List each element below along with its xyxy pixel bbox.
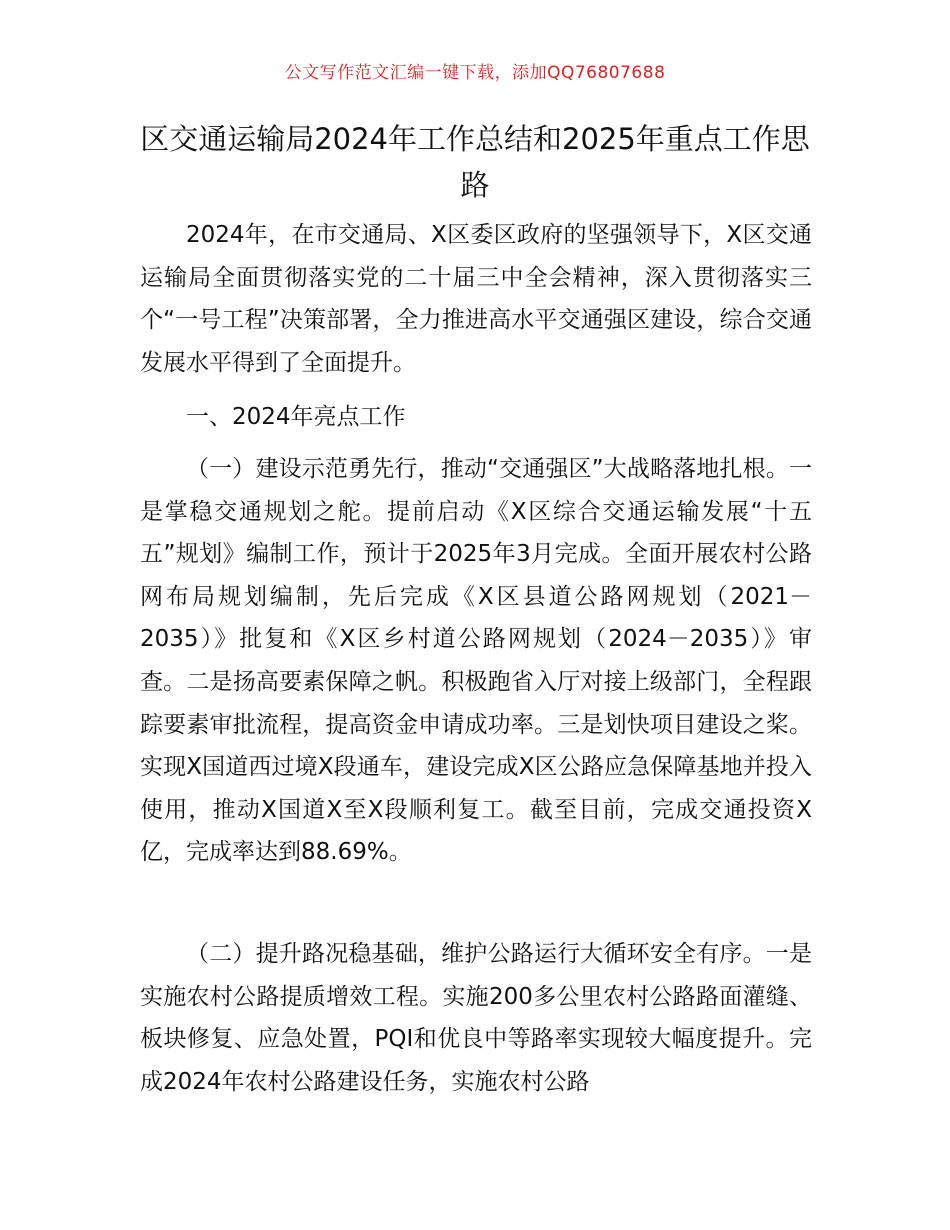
download-notice-link[interactable]: 公文写作范文汇编一键下载，添加QQ76807688 [284,63,666,83]
section-one-heading: 一、2024年亮点工作 [186,404,406,430]
item-two-paragraph: （二）提升路况稳基础，维护公路运行大循环安全有序。一是实施农村公路提质增效工程。实施200多公里农村公路路面灌缝、板块修复、应急处置，PQI和优良中等路率实现较大幅度提升。完成2024年农村公路建设任务，实施农村公路 [140,941,812,1095]
intro-paragraph: 2024年，在市交通局、X区委区政府的坚强领导下，X区交通运输局全面贯彻落实党的二十届三中全会精神，深入贯彻落实三个“一号工程”决策部署，全力推进高水平交通强区建设，综合交通发展水平得到了全面提升。 [140,222,812,376]
item-one-paragraph: （一）建设示范勇先行，推动“交通强区”大战略落地扎根。一是掌稳交通规划之舵。提前启动《X区综合交通运输发展“十五五”规划》编制工作，预计于2025年3月完成。全面开展农村公路网布局规划编制，先后完成《X区县道公路网规划（2021－2035）》批复和《X区乡村道公路网规划（2024－2035）》审查。二是扬高要素保障之帆。积极跑省入厅对接上级部门，全程跟踪要素审批流程，提高资金申请成功率。三是划快项目建设之桨。实现X国道西过境X段通车，建设完成X区公路应急保障基地并投入使用，推动X国道X至X段顺利复工。截至目前，完成交通投资X亿，完成率达到88.69%。 [140,456,812,866]
document-title: 区交通运输局2024年工作总结和2025年重点工作思路 [140,122,810,202]
